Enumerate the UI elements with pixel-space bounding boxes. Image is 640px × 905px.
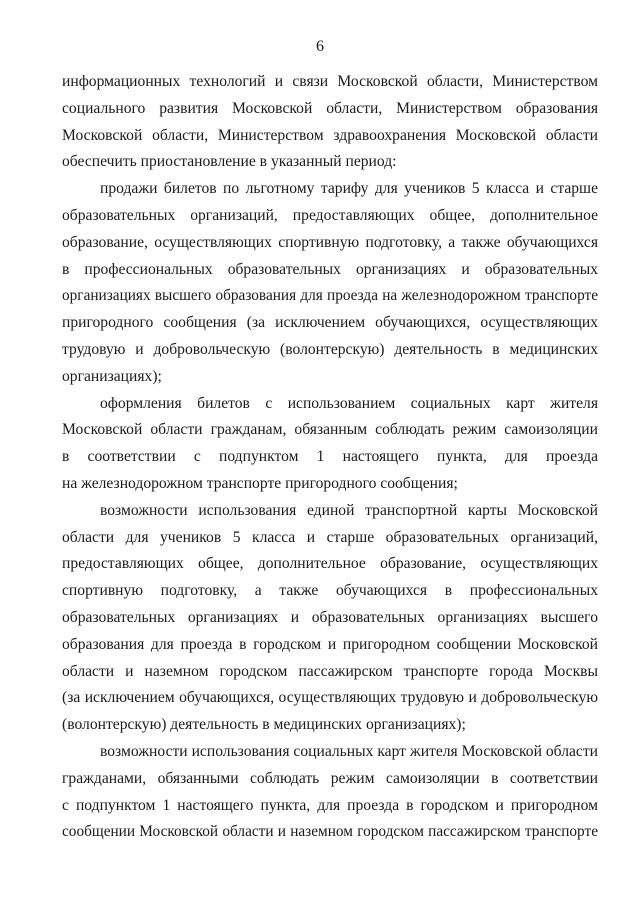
text-line: трудовую и добровольческую (волонтерскую) деятельность в медицинских bbox=[62, 340, 598, 358]
text-line: предоставляющих общее, дополнительное образование, осуществляющих bbox=[62, 555, 598, 573]
text-line: образовательных организаций, предоставляющих общее, дополнительное bbox=[62, 206, 598, 224]
text-line: сообщении Московской области и наземном городском пассажирском транспорте bbox=[62, 823, 598, 841]
text-line: пригородного сообщения (за исключением обучающихся, осуществляющих bbox=[62, 314, 598, 332]
text-line: образование, осуществляющих спортивную подготовку, а также обучающихся bbox=[62, 233, 598, 251]
text-line: организациях); bbox=[62, 367, 162, 385]
document-body bbox=[62, 69, 598, 846]
text-line: информационных технологий и связи Московской области, Министерством bbox=[62, 73, 598, 90]
text-line: Московской области гражданам, обязанным соблюдать режим самоизоляции bbox=[62, 421, 598, 439]
text-line: спортивную подготовку, а также обучающихся в профессиональных bbox=[62, 582, 598, 600]
text-line: образования для проезда в городском и пригородном сообщении Московской bbox=[62, 635, 598, 653]
text-line: образовательных организациях и образовательных организациях высшего bbox=[62, 608, 598, 626]
text-line: Московской области, Министерством здравоохранения Московской области bbox=[62, 126, 598, 144]
text-line: области и наземном городском пассажирском транспорте города Москвы bbox=[62, 662, 598, 680]
text-line: гражданами, обязанными соблюдать режим самоизоляции в соответствии bbox=[62, 769, 598, 787]
text-line: (за исключением обучающихся, осуществляющих трудовую и добровольческую bbox=[62, 689, 598, 707]
text-line: области для учеников 5 класса и старше образовательных организаций, bbox=[62, 528, 598, 546]
text-line: обеспечить приостановление в указанный период: bbox=[62, 153, 397, 171]
text-line: в соответствии с подпунктом 1 настоящего пункта, для проезда bbox=[62, 448, 598, 466]
text-line: с подпунктом 1 настоящего пункта, для проезда в городском и пригородном bbox=[62, 796, 598, 814]
text-line: в профессиональных образовательных организациях и образовательных bbox=[62, 260, 598, 278]
text-line: оформления билетов с использованием социальных карт жителя bbox=[100, 394, 598, 412]
text-line: социального развития Московской области, Министерством образования bbox=[62, 99, 598, 117]
text-line: организациях высшего образования для проезда на железнодорожном транспорте bbox=[62, 287, 598, 305]
page-number: 6 bbox=[316, 38, 324, 55]
text-line: на железнодорожном транспорте пригородного сообщения; bbox=[62, 474, 458, 492]
text-line: возможности использования социальных карт жителя Московской области bbox=[100, 742, 598, 760]
text-line: продажи билетов по льготному тарифу для учеников 5 класса и старше bbox=[100, 180, 598, 198]
text-line: возможности использования единой транспортной карты Московской bbox=[100, 501, 598, 519]
text-line: (волонтерскую) деятельность в медицинских организациях); bbox=[62, 716, 466, 734]
